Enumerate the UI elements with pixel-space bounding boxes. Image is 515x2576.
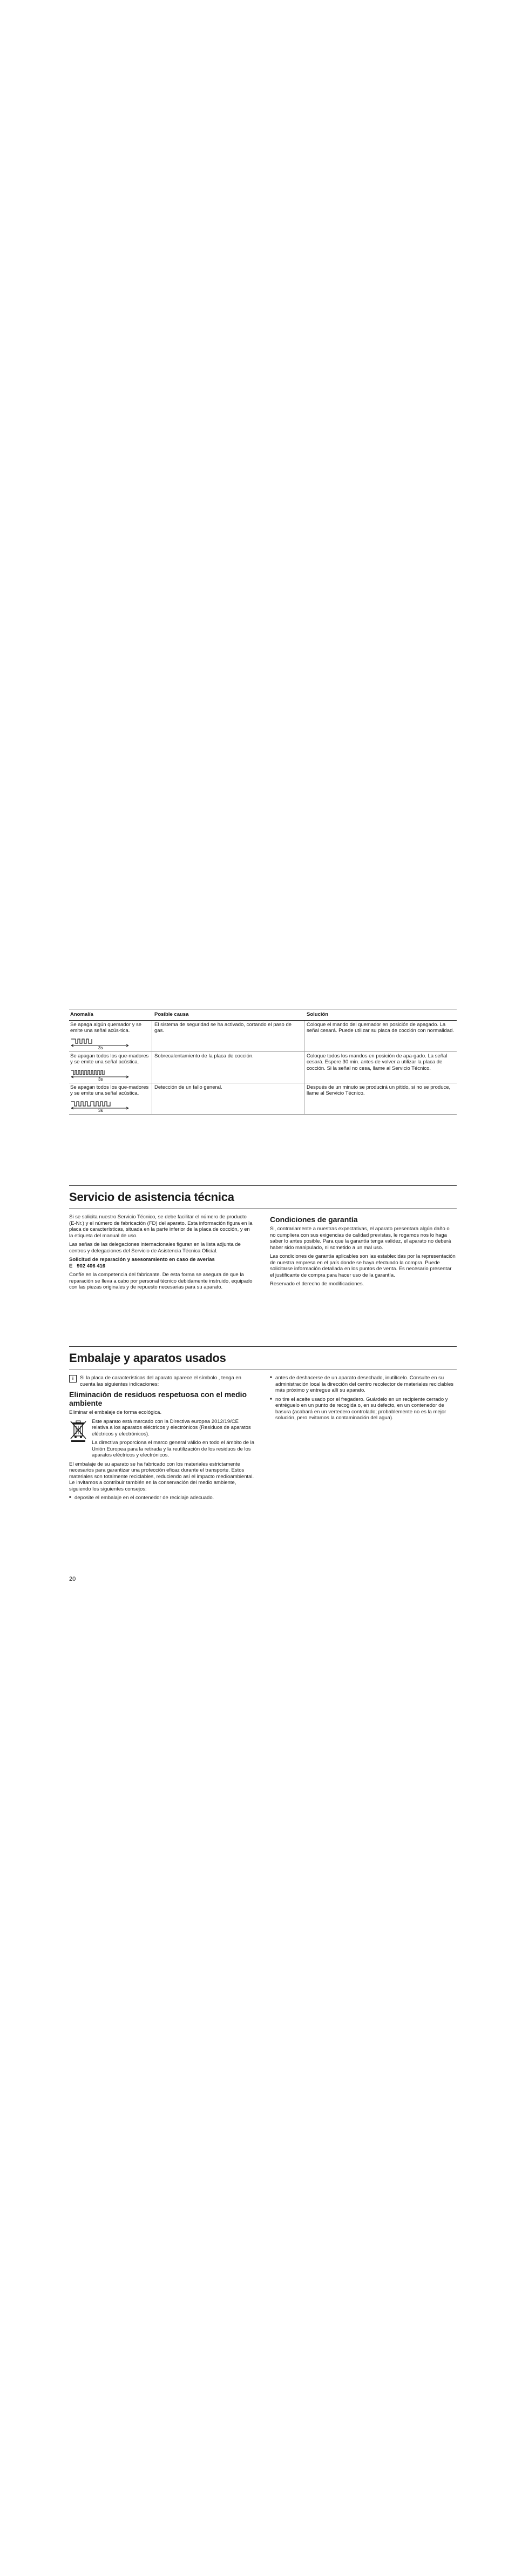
garantia-paragraph: Si, contrariamente a nuestras expectativas, el aparato presentara algún daño o no cumpliera con sus exigencias de calidad previstas, le rogamos nos lo haga saber lo antes posible. Para que la garantía tenga validez, el aparato no deberá haber sido manipulado, ni sometido a un mal uso.: [270, 1226, 451, 1251]
servicio-paragraph: Las señas de las delegaciones internacionales figuran en la lista adjunta de centros y delegaciones del Servicio de Asistencia Técnica Oficial.: [69, 1242, 241, 1254]
header-anomalia: Anomalía: [70, 1011, 93, 1017]
eliminacion-heading: Eliminación de residuos respetuosa con el medio ambiente: [69, 1390, 247, 1407]
phone-icon: E: [69, 1263, 73, 1269]
list-item: [270, 1397, 456, 1421]
page-number: 20: [69, 1576, 76, 1582]
table-row: [69, 1052, 457, 1083]
garantia-column: [270, 1215, 456, 1290]
anomalia-text: Se apagan todos los que-madores y se emite una señal acústica.: [70, 1084, 149, 1096]
embalaje-right-column: [270, 1375, 456, 1424]
list-item: [270, 1375, 456, 1394]
embalaje-left-column: [69, 1375, 255, 1504]
beep-signal-icon: [70, 1098, 131, 1112]
garantia-title: Condiciones de garantía: [270, 1215, 358, 1224]
table-header: [69, 1009, 457, 1021]
cell-causa: El sistema de seguridad se ha activado, cortando el paso de gas.: [152, 1021, 304, 1051]
phone-number: 902 406 416: [77, 1263, 106, 1269]
beep-signal-icon: [70, 1036, 131, 1050]
bullet-icon: ■: [270, 1376, 272, 1379]
wave-label: 3s: [98, 1076, 103, 1081]
anomalia-text: Se apagan todos los que-madores y se emite una señal acústica.: [70, 1053, 149, 1065]
section-rule-thin: [69, 1208, 457, 1209]
list-item-text: no tire el aceite usado por el fregadero. Guárdelo en un recipiente cerrado y entréguelo en un punto de recogida o, en su defecto, en un contenedor de basura (acabará en un vertedero controlado; probablemente no es la mejor solución, pero evitamos la contaminación del agua).: [275, 1396, 448, 1421]
table-row: [69, 1021, 457, 1052]
list-item: [69, 1495, 255, 1501]
cell-causa: Detección de un fallo general.: [152, 1083, 304, 1114]
cell-solucion: Coloque todos los mandos en posición de apa-gado. La señal cesará. Espere 30 min. antes de volver a utilizar la placa de cocción. Si la señal no cesa, llame al Servicio Técnico.: [307, 1053, 448, 1071]
table-row: [69, 1083, 457, 1115]
servicio-column: [69, 1214, 255, 1293]
embalaje-paragraph: El embalaje de su aparato se ha fabricado con los materiales estrictamente necesarios para garantizar una protección eficaz durante el transporte. Estos materiales son totalmente reciclables, reduciendo así el impacto medioambiental. Le invitamos a contribuir también en la conservación del medio ambiente, siguiendo los siguientes consejos:: [69, 1461, 254, 1492]
garantia-paragraph: Reservado el derecho de modificaciones.: [270, 1281, 364, 1287]
beep-signal-icon: [70, 1067, 131, 1081]
crossed-bin-icon: [69, 1420, 87, 1442]
anomalia-text: Se apaga algún quemador y se emite una señal acús-tica.: [70, 1021, 142, 1034]
header-solucion: Solución: [307, 1011, 329, 1017]
intro-text: Si la placa de características del aparato aparece el símbolo , tenga en cuenta las siguientes indicaciones:: [80, 1375, 241, 1387]
embalaje-paragraph: Eliminar el embalaje de forma ecológica.: [69, 1410, 162, 1415]
info-icon: i: [69, 1375, 77, 1383]
cell-solucion: Después de un minuto se producirá un pitido, si no se produce, llame al Servicio Técnico.: [307, 1084, 451, 1096]
phone-line: [69, 1263, 255, 1270]
bullet-icon: ■: [69, 1496, 71, 1499]
cell-anomalia: [69, 1052, 152, 1083]
servicio-title: Servicio de asistencia técnica: [69, 1190, 234, 1204]
list-item-text: deposite el embalaje en el contenedor de reciclaje adecuado.: [74, 1495, 214, 1501]
section-rule-thin: [69, 1369, 457, 1370]
list-item-text: antes de deshacerse de un aparato desechado, inutilícelo. Consulte en su administración local la dirección del centro recolector de materiales reciclables más próximo y entregue allí su aparato.: [275, 1375, 454, 1393]
cell-anomalia: [69, 1021, 152, 1051]
garantia-paragraph: Las condiciones de garantía aplicables son las establecidas por la representación de nuestra empresa en el país donde se haya efectuado la compra. Puede solicitarse información detallada en los puntos de venta. Es necesario presentar el justificante de compra para hacer uso de la garantía.: [270, 1253, 456, 1278]
wave-label: 3s: [98, 1108, 103, 1112]
bullet-icon: ■: [270, 1397, 272, 1401]
info-note: [69, 1375, 255, 1387]
section-rule: [69, 1346, 457, 1347]
troubleshooting-table: [69, 1009, 457, 1115]
cell-solucion: Coloque el mando del quemador en posición de apagado. La señal cesará. Puede utilizar su placa de cocción con normalidad.: [307, 1021, 455, 1034]
weee-paragraph: Este aparato está marcado con la Directiva europea 2012/19/CE relativa a los aparatos eléctricos y electrónicos (Residuos de aparatos eléctricos y electrónicos).: [92, 1418, 251, 1437]
weee-paragraph: La directiva proporciona el marco general válido en todo el ámbito de la Unión Europea para la retirada y la reutilización de los residuos de los aparatos eléctricos y electrónicos.: [92, 1440, 255, 1458]
wave-label: 3s: [98, 1045, 103, 1050]
servicio-paragraph: Si se solicita nuestro Servicio Técnico, se debe facilitar el número de producto (E-Nr.) y el número de fabricación (FD) del aparato. Esta información figura en la placa de características, situada en la parte inferior de la placa de cocción, y en la etiqueta del manual de uso.: [69, 1214, 253, 1239]
header-causa: Posible causa: [154, 1011, 189, 1017]
cell-anomalia: [69, 1083, 152, 1114]
section-rule: [69, 1185, 457, 1186]
servicio-subheading: Solicitud de reparación y asesoramiento en caso de averías: [69, 1257, 215, 1263]
embalaje-title: Embalaje y aparatos usados: [69, 1351, 226, 1365]
weee-block: [69, 1419, 255, 1461]
servicio-paragraph: Confíe en la competencia del fabricante. De esta forma se asegura de que la reparación se lleva a cabo por personal técnico debidamente instruido, equipado con las piezas originales y de repuesto necesarias para su aparato.: [69, 1272, 253, 1290]
cell-causa: Sobrecalentamiento de la placa de cocción.: [152, 1052, 304, 1083]
